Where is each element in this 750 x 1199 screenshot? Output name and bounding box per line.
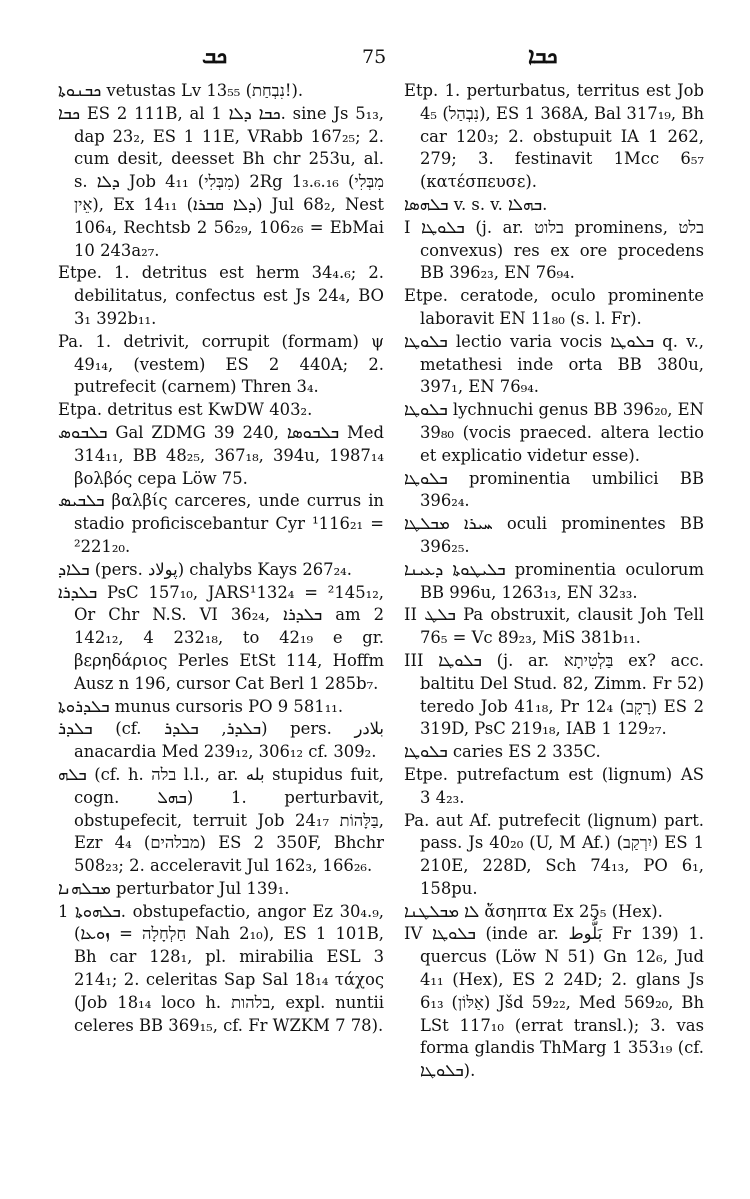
entry: Pa. 1. detrivit, corrupit (formam) ψ 49₁₄, (vestem) ES 2 440A; 2. putrefecit (carnem) Thren 3₄. bbox=[58, 331, 384, 397]
entry: ܒܠܗܣܐ v. s. v. ܒܗܠܐ. bbox=[404, 194, 548, 214]
entry: Etpa. detritus est KwDW 403₂. bbox=[58, 400, 313, 420]
entry: ܒܠܘܛܐ caries ES 2 335C. bbox=[404, 742, 601, 762]
entry: ܒܠܕܪ (cf. ܒܠܕܪ, ܒܠܕܪ) pers. بلادر anacardia Med 239₁₂, 306₁₂ cf. 309₂. bbox=[58, 719, 384, 762]
entry: ܒܠܕܪܘܬܐ munus cursoris PO 9 581₁₁. bbox=[58, 696, 344, 716]
left-column bbox=[58, 80, 384, 1037]
entry: ܒܠܕܪܐ PsC 157₁₀, JARS¹132₄ = ²145₁₂, Or Chr N.S. VI 36₂₄, ܒܠܕܪܐ am 2 142₁₂, 4 232₁₈, to 42₁₉ e gr. βερηδάριος Perles EtSt 114, Hoffm Ausz n 196, cursor Cat Berl 1 285b₇. bbox=[58, 582, 384, 693]
entry: ܒܠܘܛܐ lectio varia vocis ܒܠܘܛܐ q. v., metathesi inde orta BB 380u, 397₁, EN 76₉₄. bbox=[404, 331, 704, 397]
entry: ܒܠܗܘܬܐ 1. obstupefactio, angor Ez 30₄.₉, (חַלְחָלָה = ܙܘܥܐ Nah 2₁₀), ES 1 101B, Bh car 128₁, pl. mirabilia ESL 3 214₁; 2. celeritas Sap Sal 18₁₄ τάχος (Job 18₁₄ loco h. בלהות, expl. nuntii celeres BB 369₁₅, cf. Fr WZKM 7 78). bbox=[58, 901, 384, 1035]
right-column bbox=[404, 80, 704, 1083]
entry: I ܒܠܘܛܐ (j. ar. בלוט prominens, בלט convexus) res ex ore procedens BB 396₂₃, EN 76₉₄. bbox=[404, 217, 704, 283]
entry: III ܒܠܘܛܐ (j. ar. בַּלְטִיתָא ex? acc. baltitu Del Stud. 82, Zimm. Fr 52) teredo Job 41₁₈, Pr 12₄ (רָקָב) ES 2 319D, PsC 219₁₈, IAB 1 129₂₇. bbox=[404, 650, 705, 739]
entry: ܚܝܪܐ ܡܒܠܛܐ oculi prominentes BB 396₂₅. bbox=[404, 514, 704, 556]
header-right-word: ܟܒܐ bbox=[528, 44, 558, 69]
entry: ܡܒܠܗܢܐ perturbator Jul 139₁. bbox=[58, 878, 290, 898]
entry: II ܒܠܛ Pa obstruxit, clausit Joh Tell 76₅ = Vc 89₂₃, MiS 381b₁₁. bbox=[404, 605, 704, 648]
entry: Etpe. putrefactum est (lignum) AS 3 4₂₃. bbox=[404, 764, 704, 807]
entry: ܒܠܒܝܣ βαλβίς carceres, unde currus in stadio proficiscebantur Cyr ¹116₂₁ = ²221₂₀. bbox=[58, 491, 384, 556]
entry: ܒܠܐܕ (pers. پولاد) chalybs Kays 267₂₄. bbox=[58, 559, 352, 579]
entry: ܒܠܒܘܣ Gal ZDMG 39 240, ܒܠܒܘܣܐ Med 314₁₁, BB 48₂₅, 367₁₈, 394u, 1987₁₄ βολβός cepa Löw 75. bbox=[58, 422, 384, 488]
entry: ܒܠܝܛܘܬܐ ܕܥܝܢܐ prominentia oculorum BB 996u, 1263₁₃, EN 32₃₃. bbox=[404, 559, 704, 602]
entry: Etpe. ceratode, oculo prominente laboravit EN 11₈₀ (s. l. Fr). bbox=[404, 286, 704, 328]
entry: ܟܒܐ ES 2 111B, al ܟܒܐ ܕܠܐ 1. sine Js 5₁₃, dap 23₂, ES 1 11E, VRabb 167₂₅; 2. cum desit, deesset Bh chr 253u, al. s. ܕܠܐ Job 4₁₁ (מִבְּלִי) 2Rg 1₃.₆.₁₆ (מִבְּלִי אֵין), Ex 14₁₁ (ܕܠܐ ܩܒܪܐ) Jul 68₂, Nest 106₄, Rechtsb 2 56₂₉, 106₂₆ = EbMai 10 243a₂₇. bbox=[58, 103, 385, 260]
entry: Pa. aut Af. putrefecit (lignum) part. pass. Js 40₂₀ (U, M Af.) (יִרְקַב) ES 1 210E, 228D, Sch 74₁₃, PO 6₁, 158pu. bbox=[404, 810, 705, 898]
entry: IV ܒܠܘܛܐ (inde ar. بَلُّوط Fr 139) 1. quercus (Löw N 51) Gn 12₆, Jud 4₁₁ (Hex), ES 2 24D; 2. glans Js 6₁₃ (אַלּוֹן) Jšd 59₂₂, Med 569₂₀, Bh LSt 117₁₀ (errat transl.); 3. vas forma glandis ThMarg 1 353₁₉ (cf. ܒܠܘܛܐ). bbox=[404, 924, 705, 1081]
page-header bbox=[0, 38, 750, 74]
entry: ܟܒܢܘܬܐ vetustas Lv 13₅₅ (נִבְחַת!). bbox=[58, 81, 304, 100]
entry: ܒܠܘܛܐ lychnuchi genus BB 396₂₀, EN 39₈₀ (vocis praeced. altera lectio et explicatio videtur esse). bbox=[404, 400, 704, 465]
entry: ܒܠܗ (cf. h. בלה l.l., ar. بله stupidus fuit, cogn. ܒܗܠ) 1. perturbavit, obstupefecit, terruit Job 24₁₇ בַּלָּהוֹת, Ezr 4₄ (מבלהים) ES 2 350F, Bhchr 508₂₃; 2. acceleravit Jul 162₃, 166₂₆. bbox=[58, 764, 385, 876]
entry: ܠܐ ܡܒܠܛܢܐ ἄσηπτα Ex 25₅ (Hex). bbox=[404, 901, 663, 921]
entry: Etp. 1. perturbatus, territus est Job 4₅ (נִבְהַל), ES 1 368A, Bal 317₁₉, Bh car 120₃; 2. obstupuit IA 1 262, 279; 3. festinavit 1Mcc 6₅₇ (κατέσπευσε). bbox=[404, 81, 704, 192]
entry: Etpe. 1. detritus est herm 34₄.₆; 2. debilitatus, confectus est Js 24₄, BO 3₁ 392b₁₁. bbox=[58, 263, 384, 328]
entry: ܒܠܘܛܐ prominentia umbilici BB 396₂₄. bbox=[404, 468, 704, 511]
page-number: 75 bbox=[362, 46, 387, 68]
header-left-word: ܟܒ bbox=[202, 44, 228, 69]
